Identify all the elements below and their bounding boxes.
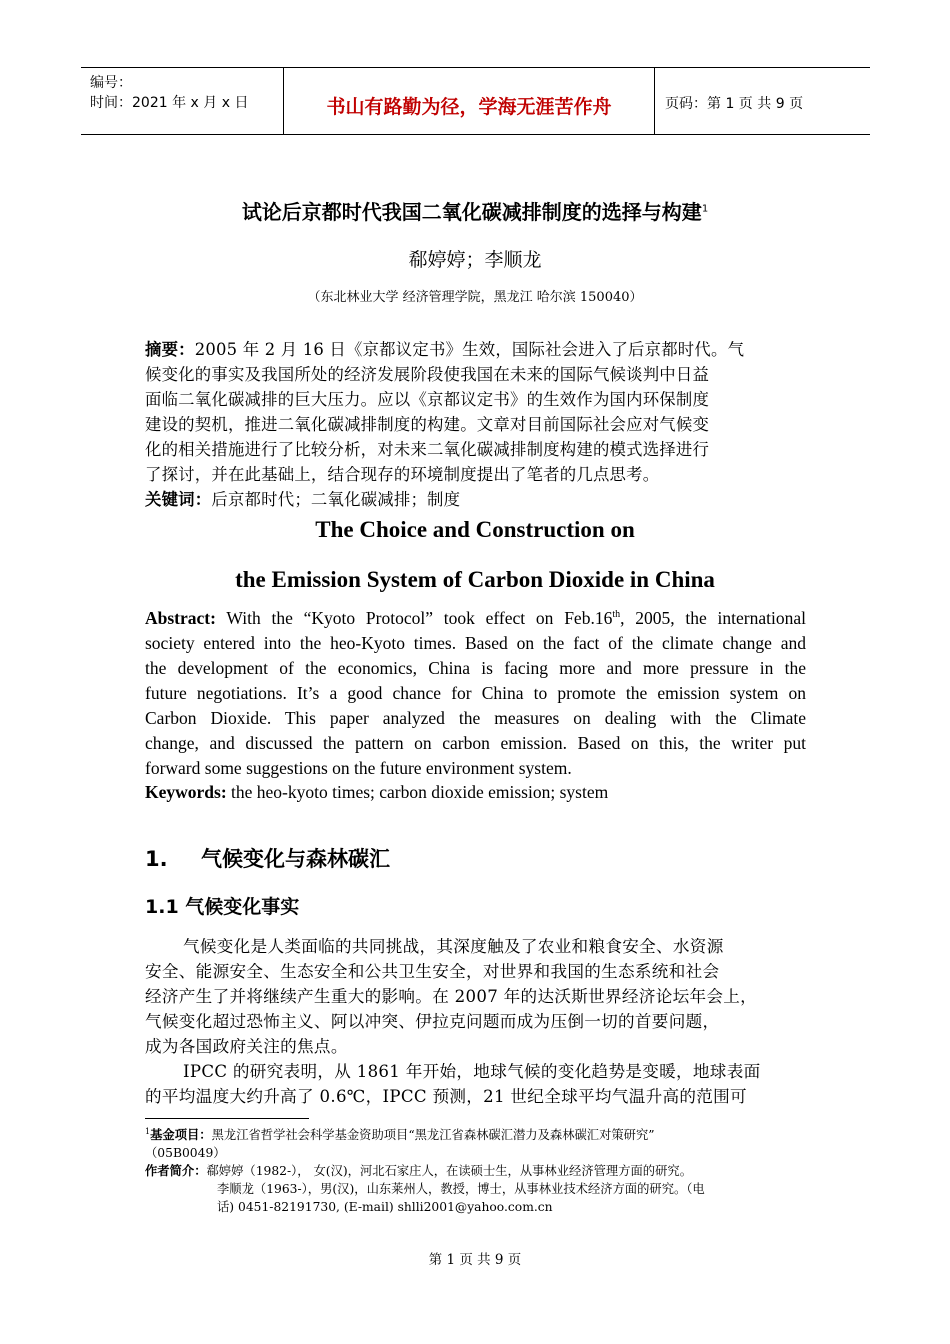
- abstract-cn-line: 化的相关措施进行了比较分析，对未来二氧化碳减排制度构建的模式选择进行: [145, 440, 710, 459]
- fund-label: 基金项目：: [150, 1128, 212, 1142]
- keywords-cn-label: 关键词：: [145, 490, 212, 509]
- fund-text: 黑龙江省哲学社会科学基金资助项目“黑龙江省森林碳汇潜力及森林碳汇对策研究”: [211, 1128, 655, 1142]
- abstract-en-text: With the “Kyoto Protocol” took effect on Feb.16: [215, 608, 613, 628]
- code-label: 编号：: [90, 75, 132, 91]
- abstract-cn-line: 候变化的事实及我国所处的经济发展阶段使我国在未来的国际气候谈判中日益: [145, 365, 710, 384]
- abstract-en-line: [145, 608, 806, 629]
- section-number: 1.: [145, 847, 168, 871]
- abstract-en-label: Abstract:: [145, 608, 216, 628]
- footnote-rule: [145, 1118, 309, 1119]
- body-line: IPCC 的研究表明，从 1861 年开始，地球气候的变化趋势是变暖，地球表面: [183, 1062, 761, 1081]
- body-line: 气候变化是人类面临的共同挑战，其深度触及了农业和粮食安全、水资源: [183, 937, 724, 956]
- footnote-author: [145, 1161, 692, 1179]
- body-line: 的平均温度大约升高了 0.6℃，IPCC 预测，21 世纪全球平均气温升高的范围可: [145, 1087, 747, 1106]
- keywords-en-label: Keywords:: [145, 782, 227, 802]
- keywords-en: [145, 782, 806, 803]
- header-center-cell: [283, 68, 655, 134]
- english-title-line1: The Choice and Construction on: [315, 517, 635, 542]
- abstract-en-line: Carbon Dioxide. This paper analyzed the measures on dealing with the Climate: [145, 708, 806, 728]
- keywords-en-text: the heo-kyoto times; carbon dioxide emission; system: [226, 782, 609, 802]
- abstract-cn-label: 摘要：: [145, 340, 195, 359]
- title-footnote-mark: 1: [701, 203, 709, 215]
- abstract-en-line: the development of the economics, China is facing more and more pressure in the: [145, 658, 806, 678]
- section-heading: [145, 843, 390, 873]
- body-line: 经济产生了并将继续产生重大的影响。在 2007 年的达沃斯世界经济论坛年会上，: [145, 987, 758, 1006]
- english-title-line2: the Emission System of Carbon Dioxide in China: [235, 567, 715, 592]
- subsection-heading: 1.1 气候变化事实: [145, 896, 300, 918]
- body-line: 成为各国政府关注的焦点。: [145, 1037, 348, 1056]
- paper-title-text: 试论后京都时代我国二氧化碳减排制度的选择与构建: [241, 200, 702, 224]
- author2-text: 李顺龙（1963-），男(汉)，山东莱州人，教授，博士，从事林业技术经济方面的研究。（电: [217, 1182, 705, 1196]
- abstract-en-line: society entered into the heo-Kyoto times. Based on the fact of the climate change and: [145, 633, 806, 653]
- fund-code: （05B0049）: [145, 1146, 226, 1160]
- abstract-en-line: future negotiations. It’s a good chance for China to promote the emission system on: [145, 683, 806, 703]
- abstract-en-line: forward some suggestions on the future environment system.: [145, 758, 572, 778]
- page-footer: 第 1 页 共 9 页: [428, 1252, 522, 1268]
- authors: 郗婷婷；李顺龙: [408, 249, 542, 271]
- header-right-cell: [655, 68, 870, 134]
- page-info: 页码：第 1 页 共 9 页: [665, 96, 804, 112]
- abstract-cn-line: [145, 336, 744, 360]
- body-line: 安全、能源安全、生态安全和公共卫生安全，对世界和我国的生态系统和社会: [145, 962, 720, 981]
- motto: 书山有路勤为径，学海无涯苦作舟: [326, 96, 612, 118]
- author2-contact: 话) 0451-82191730, (E-mail) shlli2001@yahoo.com.cn: [217, 1200, 553, 1214]
- footnote-fund: [145, 1125, 655, 1143]
- author-label: 作者简介：: [145, 1164, 207, 1178]
- header-left-cell: [81, 68, 283, 134]
- abstract-en-line: change, and discussed the pattern on carbon emission. Based on this, the writer put: [145, 733, 806, 753]
- superscript: th: [612, 609, 621, 621]
- keywords-cn: [145, 486, 460, 510]
- time-label: 时间：2021 年 x 月 x 日: [90, 95, 249, 111]
- abstract-cn-line: 建设的契机，推进二氧化碳减排制度的构建。文章对目前国际社会应对气候变: [145, 415, 710, 434]
- author1-text: 郗婷婷（1982-）， 女(汉)，河北石家庄人，在读硕士生，从事林业经济管理方面的研究。: [206, 1164, 692, 1178]
- abstract-en-text: , 2005, the international: [620, 608, 806, 628]
- paper-title: [0, 196, 950, 225]
- abstract-cn-text: 2005 年 2 月 16 日《京都议定书》生效，国际社会进入了后京都时代。气: [194, 340, 745, 359]
- abstract-cn-line: 面临二氧化碳减排的巨大压力。应以《京都议定书》的生效作为国内环保制度: [145, 390, 710, 409]
- affiliation: （东北林业大学 经济管理学院，黑龙江 哈尔滨 150040）: [307, 290, 643, 305]
- body-line: 气候变化超过恐怖主义、阿以冲突、伊拉克问题而成为压倒一切的首要问题，: [145, 1012, 720, 1031]
- footnote-mark: 1: [145, 1126, 151, 1136]
- abstract-cn-line: 了探讨，并在此基础上，结合现存的环境制度提出了笔者的几点思考。: [145, 465, 660, 484]
- keywords-cn-text: 后京都时代；二氧化碳减排；制度: [211, 490, 461, 509]
- section-title: 气候变化与森林碳汇: [201, 847, 390, 871]
- header-table: [81, 67, 870, 135]
